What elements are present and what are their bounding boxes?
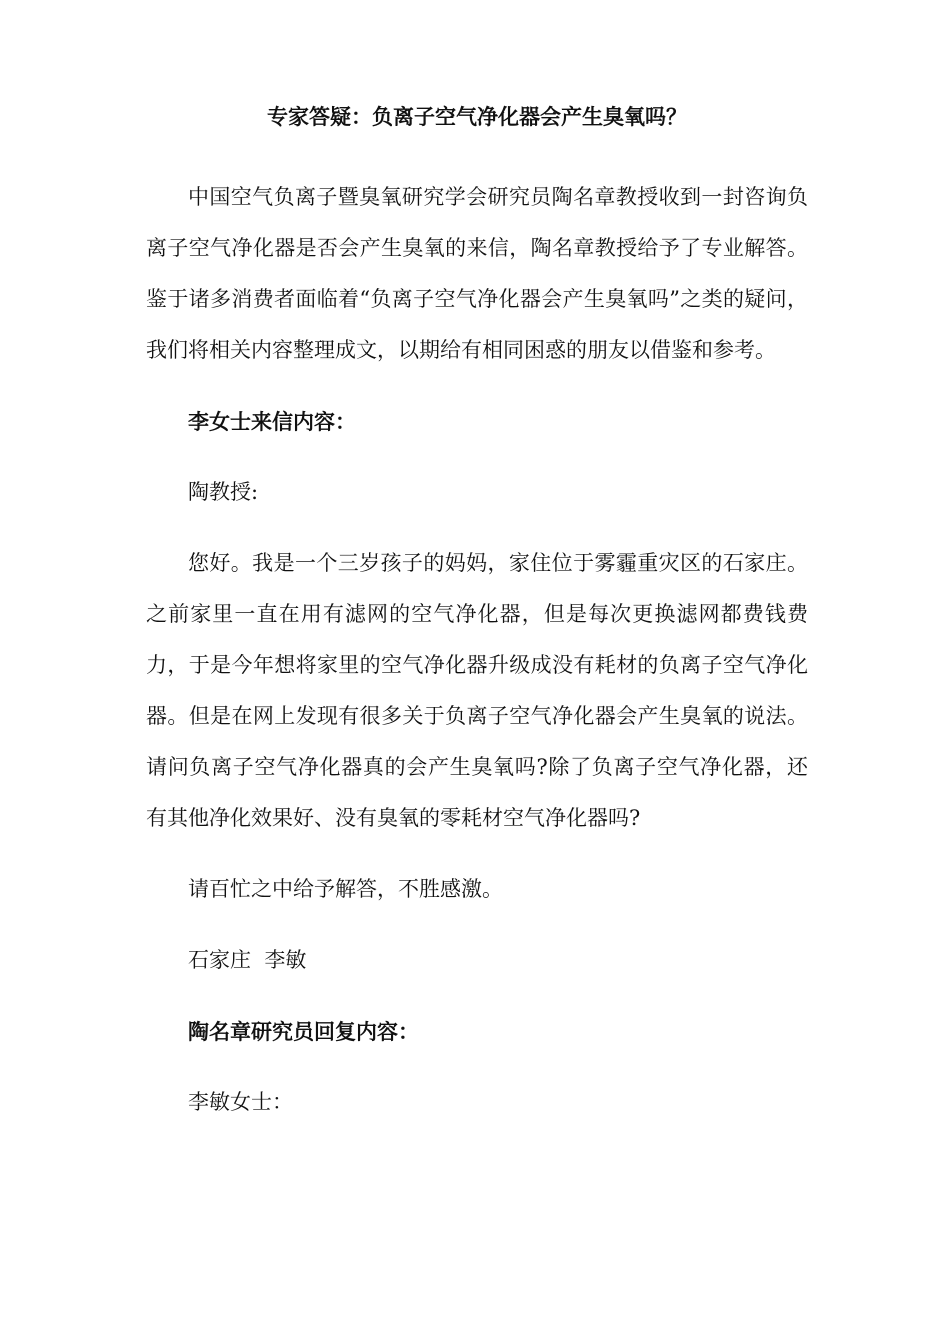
reply-heading: 陶名章研究员回复内容：	[188, 1019, 419, 1044]
document-title: 专家答疑：负离子空气净化器会产生臭氧吗？	[267, 104, 687, 129]
letter-closing: 请百忙之中给予解答，不胜感激。	[188, 877, 503, 901]
intro-paragraph: 中国空气负离子暨臭氧研究学会研究员陶名章教授收到一封咨询负离子空气净化器是否会产生臭氧的来信，陶名章教授给予了专业解答。鉴于诸多消费者面临着“负离子空气净化器会产生臭氧吗”之类的疑问，我们将相关内容整理成文，以期给有相同困惑的朋友以借鉴和参考。	[146, 185, 808, 362]
letter-heading: 李女士来信内容：	[188, 409, 356, 434]
letter-body: 您好。我是一个三岁孩子的妈妈，家住位于雾霾重灾区的石家庄。之前家里一直在用有滤网的空气净化器，但是每次更换滤网都费钱费力，于是今年想将家里的空气净化器升级成没有耗材的负离子空气净化器。但是在网上发现有很多关于负离子空气净化器会产生臭氧的说法。请问负离子空气净化器真的会产生臭氧吗?除了负离子空气净化器，还有其他净化效果好、没有臭氧的零耗材空气净化器吗?	[146, 551, 808, 830]
reply-salutation: 李敏女士：	[188, 1090, 293, 1114]
letter-signature: 石家庄 李敏	[188, 948, 307, 972]
letter-salutation: 陶教授:	[188, 480, 259, 504]
